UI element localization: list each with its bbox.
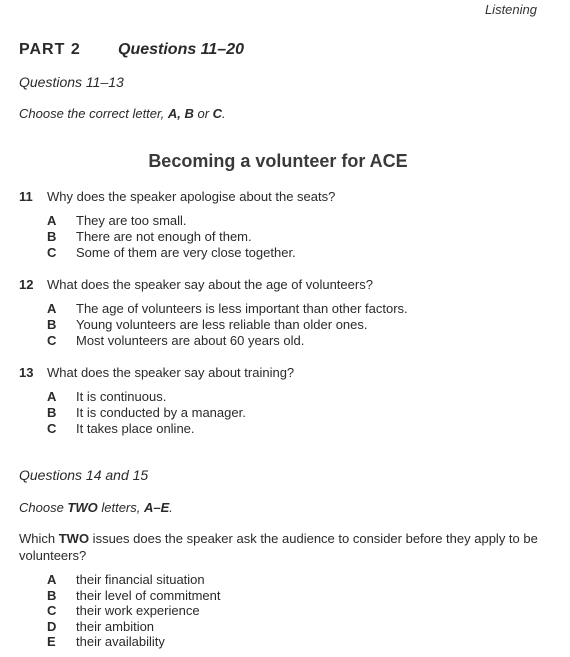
option-letter: A xyxy=(47,572,57,587)
option-letter: B xyxy=(47,588,57,603)
option-letter: C xyxy=(47,245,57,260)
question-two: TWO xyxy=(58,531,90,546)
option-letter: A xyxy=(47,389,57,404)
part-questions-range: Questions 11–20 xyxy=(118,41,244,58)
option-text: There are not enough of them. xyxy=(76,229,252,244)
instruction-range: A–E xyxy=(144,500,170,515)
option-letter: D xyxy=(47,619,57,634)
option-letter: B xyxy=(47,317,57,332)
option-letter: A xyxy=(47,213,57,228)
group2-instruction xyxy=(19,500,173,515)
option-text: their availability xyxy=(76,634,165,649)
instruction-mid: letters, xyxy=(97,500,144,515)
instruction-two: TWO xyxy=(67,500,98,515)
question-text: What does the speaker say about the age of volunteers? xyxy=(47,277,373,292)
question-prefix: Which xyxy=(19,531,59,546)
question-text: Why does the speaker apologise about the seats? xyxy=(47,189,336,204)
option-text: It is conducted by a manager. xyxy=(76,405,246,420)
option-text: their financial situation xyxy=(76,572,205,587)
option-letter: B xyxy=(47,229,57,244)
group2-question xyxy=(19,530,539,564)
option-text: It is continuous. xyxy=(76,389,167,404)
option-text: their ambition xyxy=(76,619,155,634)
instruction-period: . xyxy=(169,500,173,515)
option-letter: A xyxy=(47,301,57,316)
option-text: The age of volunteers is less important than other factors. xyxy=(76,301,408,316)
instruction-or: or xyxy=(193,106,213,121)
question-rest: issues does the speaker ask the audience to consider before they apply to be volunteers? xyxy=(19,531,538,563)
option-text: their work experience xyxy=(76,603,200,618)
question-text: What does the speaker say about training? xyxy=(47,365,295,380)
option-text: Young volunteers are less reliable than older ones. xyxy=(76,317,368,332)
instruction-text: Choose xyxy=(19,500,68,515)
section-header: Listening xyxy=(484,2,537,17)
question-number: 13 xyxy=(19,365,34,380)
instruction-period: . xyxy=(222,106,226,121)
option-text: It takes place online. xyxy=(76,421,195,436)
group2-heading: Questions 14 and 15 xyxy=(19,467,149,483)
document-title: Becoming a volunteer for ACE xyxy=(148,151,408,171)
option-letter: E xyxy=(47,634,56,649)
instruction-last-letter: C xyxy=(212,106,223,121)
option-text: Some of them are very close together. xyxy=(76,245,296,260)
option-letter: B xyxy=(47,405,57,420)
instruction-text: Choose the correct letter, xyxy=(19,106,168,121)
option-text: They are too small. xyxy=(76,213,187,228)
group1-instruction xyxy=(19,106,226,121)
option-letter: C xyxy=(47,333,57,348)
option-letter: C xyxy=(47,421,57,436)
instruction-letters: A, B xyxy=(167,106,194,121)
part-label: PART 2 xyxy=(19,41,81,58)
option-text: Most volunteers are about 60 years old. xyxy=(76,333,305,348)
option-text: their level of commitment xyxy=(76,588,221,603)
option-letter: C xyxy=(47,603,57,618)
question-number: 12 xyxy=(19,277,34,292)
question-number: 11 xyxy=(19,189,33,204)
group1-heading: Questions 11–13 xyxy=(19,74,124,90)
